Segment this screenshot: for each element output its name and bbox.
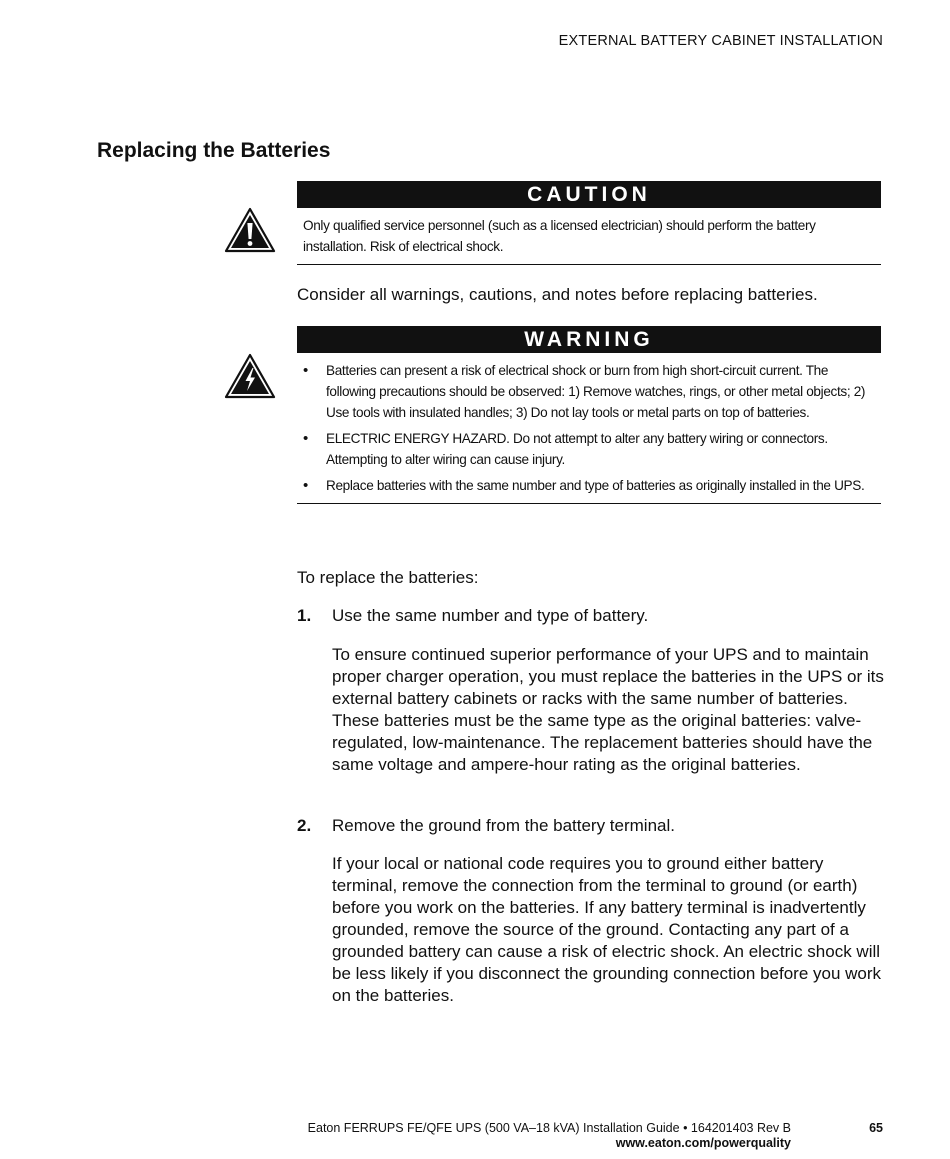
- warning-item-text: Replace batteries with the same number and type of batteries as originally installed in the UPS.: [326, 478, 865, 493]
- warning-body: [297, 353, 881, 503]
- bullet-icon: •: [303, 477, 308, 494]
- page-header-title: EXTERNAL BATTERY CABINET INSTALLATION: [558, 33, 883, 49]
- footer-guide-title: Eaton FERRUPS FE/QFE UPS (500 VA–18 kVA) Installation Guide • 164201403 Rev B: [307, 1121, 791, 1135]
- step-1-detail: To ensure continued superior performance of your UPS and to maintain proper charger operation, you must replace the batteries in the UPS or its external battery cabinets or racks with the same number of batteries. These batteries must be the same type as the original batteries: valve-regulated, low-maintenance. The replacement batteries should have the same voltage and ampere-hour rating as the original batteries.: [332, 645, 884, 774]
- intro-paragraph: Consider all warnings, cautions, and notes before replacing batteries.: [297, 285, 818, 304]
- step-number: 2.: [297, 816, 312, 835]
- warning-triangle-icon: [223, 206, 277, 254]
- warning-item: [303, 475, 875, 496]
- section-heading: Replacing the Batteries: [97, 139, 331, 162]
- caution-banner: CAUTION: [297, 181, 881, 208]
- warning-item: [303, 360, 875, 423]
- bullet-icon: •: [303, 430, 308, 447]
- caution-text: Only qualified service personnel (such as a licensed electrician) should perform the battery installation. Risk of electrical shock.: [303, 218, 816, 254]
- step-title: Remove the ground from the battery terminal.: [332, 816, 675, 835]
- caution-notice: [297, 181, 881, 265]
- warning-item-text: ELECTRIC ENERGY HAZARD. Do not attempt to alter any battery wiring or connectors. Attempting to alter wiring can cause injury.: [326, 431, 828, 467]
- warning-item: [303, 428, 875, 470]
- step-number: 1.: [297, 606, 312, 625]
- electric-shock-icon: [223, 352, 277, 400]
- warning-list: [303, 360, 875, 496]
- step-2-detail: If your local or national code requires you to ground either battery terminal, remove the connection from the terminal to ground (or earth) before you work on the batteries. If any battery terminal is inadvertently grounded, remove the source of the ground. Contacting any part of a grounded battery can cause a risk of electric shock. An electric shock will be less likely if you disconnect the grounding connection before you work on the batteries.: [332, 854, 882, 1005]
- caution-body: [297, 208, 881, 264]
- warning-notice: [297, 326, 881, 504]
- page-number: 65: [869, 1121, 883, 1135]
- warning-banner: WARNING: [297, 326, 881, 353]
- footer-url: www.eaton.com/powerquality: [615, 1136, 791, 1150]
- procedure-intro: To replace the batteries:: [297, 568, 479, 587]
- warning-item-text: Batteries can present a risk of electrical shock or burn from high short-circuit current. The following precautions should be observed: 1) Remove watches, rings, or other metal objects; 2) Use tools with insulated handles; 3) Do not lay tools or metal parts on top of batteries.: [326, 363, 866, 420]
- step-title: Use the same number and type of battery.: [332, 606, 649, 625]
- bullet-icon: •: [303, 362, 308, 379]
